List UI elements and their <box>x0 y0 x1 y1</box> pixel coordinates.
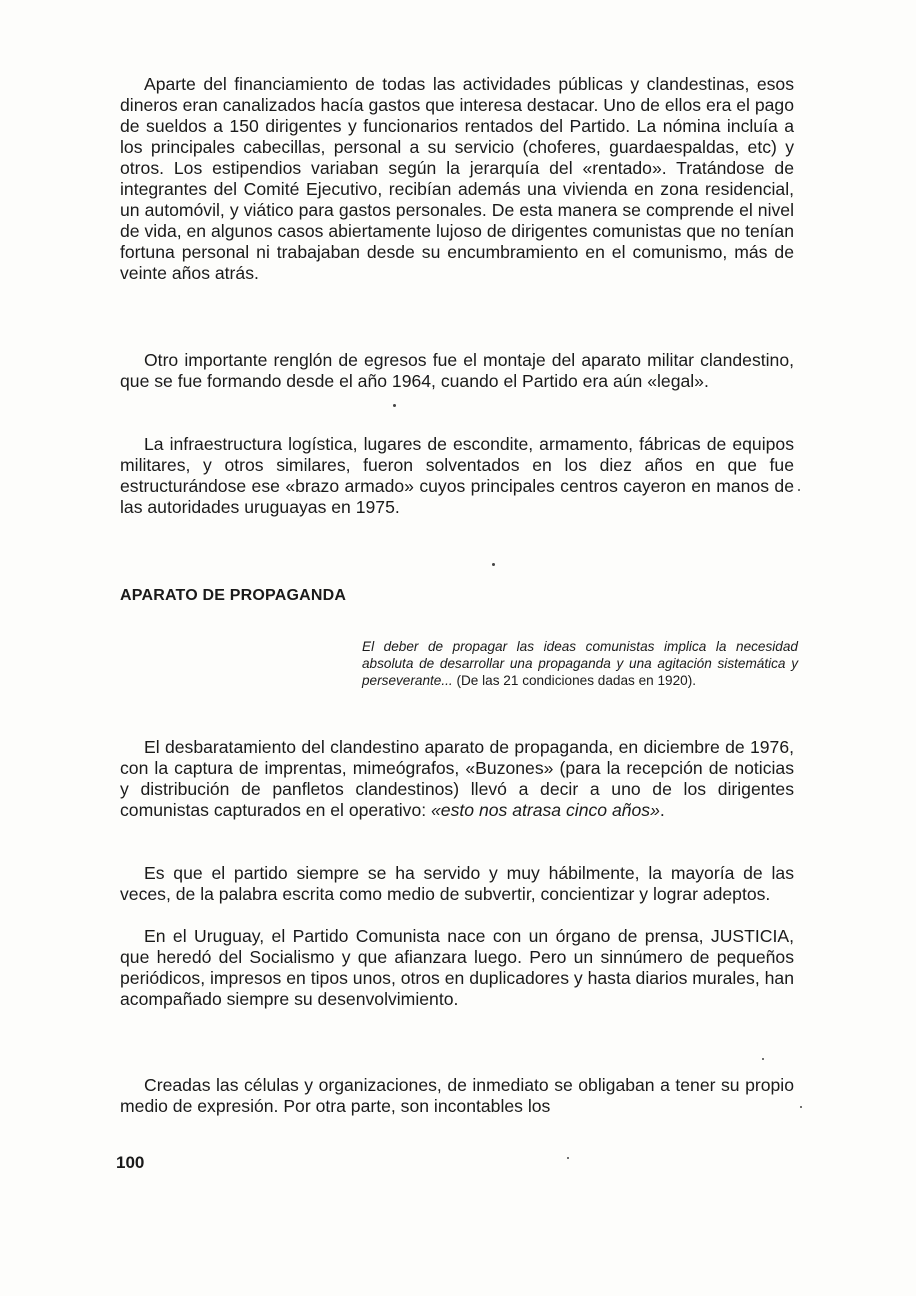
scan-speck <box>798 489 800 491</box>
paragraph-dismantling <box>120 737 794 821</box>
section-heading: APARATO DE PROPAGANDA <box>120 587 347 604</box>
paragraph-press-organ: En el Uruguay, el Partido Comunista nace con un órgano de prensa, JUSTICIA, que heredó del Socialismo y que afianzara luego. Pero un sinnúmero de pequeños periódicos, impresos en tipos unos, otros en duplicadores y hasta diarios murales, han acompañado siempre su desenvolvimiento. <box>120 926 794 1009</box>
scan-speck <box>762 1058 764 1060</box>
paragraph-dismantling-text: El desbaratamiento del clandestino aparato de propaganda, en diciembre de 1976, con la captura de imprentas, mimeógrafos, «Buzones» (para la recepción de noticias y distribución de panfletos clandestinos) llevó a decir a uno de los dirigentes comunistas capturados en el operativo: <box>120 737 794 820</box>
paragraph-financing: Aparte del financiamiento de todas las actividades públicas y clandestinas, esos dineros eran canalizados hacía gastos que interesa destacar. Uno de ellos era el pago de sueldos a 150 dirigentes y funcionarios rentados del Partido. La nómina incluía a los principales cabecillas, personal a su servicio (choferes, guardaespaldas, etc) y otros. Los estipendios variaban según la jerarquía del «rentado». Tratándose de integrantes del Comité Ejecutivo, recibían además una vivienda en zona residencial, un automóvil, y viático para gastos personales. De esta manera se comprende el nivel de vida, en algunos casos abiertamente lujoso de dirigentes comunistas que no tenían fortuna personal ni trabajaban desde su encumbramiento en el comunismo, más de veinte años atrás. <box>120 74 794 283</box>
scan-speck <box>492 563 495 566</box>
epigraph <box>362 638 798 689</box>
epigraph-source: (De las 21 condiciones dadas en 1920). <box>452 673 697 688</box>
scan-speck <box>393 404 396 407</box>
paragraph-military-apparatus: Otro importante renglón de egresos fue el montaje del aparato militar clandestino, que se fue formando desde el año 1964, cuando el Partido era aún «legal». <box>120 350 794 391</box>
scan-speck <box>567 1157 569 1159</box>
paragraph-dismantling-end: . <box>659 800 665 820</box>
scan-speck <box>800 1106 802 1108</box>
paragraph-cells: Creadas las células y organizaciones, de inmediato se obligaban a tener su propio medio de expresión. Por otra parte, son incontables los <box>120 1075 794 1116</box>
paragraph-logistics: La infraestructura logística, lugares de escondite, armamento, fábricas de equipos militares, y otros similares, fueron solventados en los diez años en que fue estructurándose ese «brazo armado» cuyos principales centros cayeron en manos de las autoridades uruguayas en 1975. <box>120 434 794 517</box>
paragraph-written-word: Es que el partido siempre se ha servido y muy hábilmente, la mayoría de las veces, de la palabra escrita como medio de subvertir, concientizar y lograr adeptos. <box>120 863 794 904</box>
epigraph-quote: El deber de propagar las ideas comunistas implica la necesidad absoluta de desarrollar una propaganda y una agitación sistemática y perseverante... <box>362 639 798 688</box>
page-number: 100 <box>116 1153 145 1172</box>
captured-leader-quote: «esto nos atrasa cinco años» <box>431 800 660 820</box>
